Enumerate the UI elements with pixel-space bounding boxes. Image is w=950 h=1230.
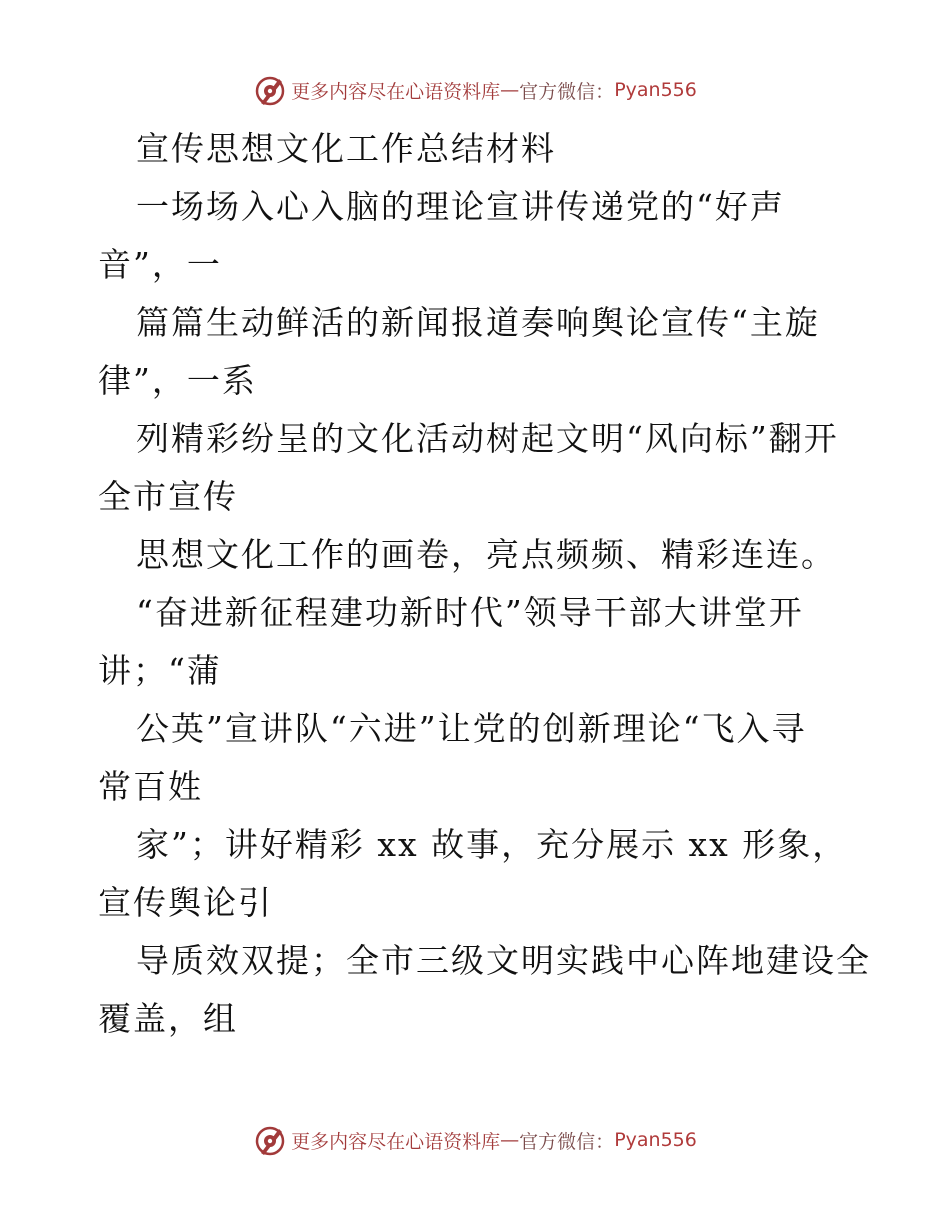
banner-separator: —: [500, 1129, 520, 1151]
text-line: 常百姓: [98, 767, 203, 806]
text-line: “奋进新征程建功新时代”领导干部大讲堂开: [136, 593, 804, 632]
banner-label: 官方微信：: [519, 1130, 615, 1153]
text-line: 列精彩纷呈的文化活动树起文明“风向标”翻开: [136, 419, 839, 458]
banner-prefix: 更多内容尽在心语资料库: [291, 1130, 501, 1153]
header-banner: [0, 70, 950, 110]
text-line: 讲；“蒲: [98, 651, 222, 690]
text-line: 律”，一系: [98, 361, 257, 400]
footer-banner: [0, 1120, 950, 1160]
text-line: 家”；讲好精彩 xx 故事，充分展示 xx 形象，: [136, 825, 848, 864]
text-line: 思想文化工作的画卷，亮点频频、精彩连连。: [136, 535, 836, 574]
pen-logo-icon: [253, 73, 287, 107]
banner-separator: —: [500, 79, 520, 101]
text-line: 导质效双提；全市三级文明实践中心阵地建设全: [136, 941, 871, 980]
document-body: [98, 120, 871, 1048]
text-line: 宣传思想文化工作总结材料: [136, 129, 556, 168]
text-line: 一场场入心入脑的理论宣讲传递党的“好声: [136, 187, 785, 226]
banner-account: Pyan556: [614, 1129, 697, 1151]
banner-account: Pyan556: [614, 79, 697, 101]
text-line: 公英”宣讲队“六进”让党的创新理论“飞入寻: [136, 709, 807, 748]
text-line: 音”，一: [98, 245, 222, 284]
text-line: 全市宣传: [98, 477, 238, 516]
pen-logo-icon: [253, 1123, 287, 1157]
banner-label: 官方微信：: [519, 80, 615, 103]
banner-prefix: 更多内容尽在心语资料库: [291, 80, 501, 103]
text-line: 篇篇生动鲜活的新闻报道奏响舆论宣传“主旋: [136, 303, 820, 342]
text-line: 宣传舆论引: [98, 883, 273, 922]
text-line: 覆盖，组: [98, 999, 238, 1038]
